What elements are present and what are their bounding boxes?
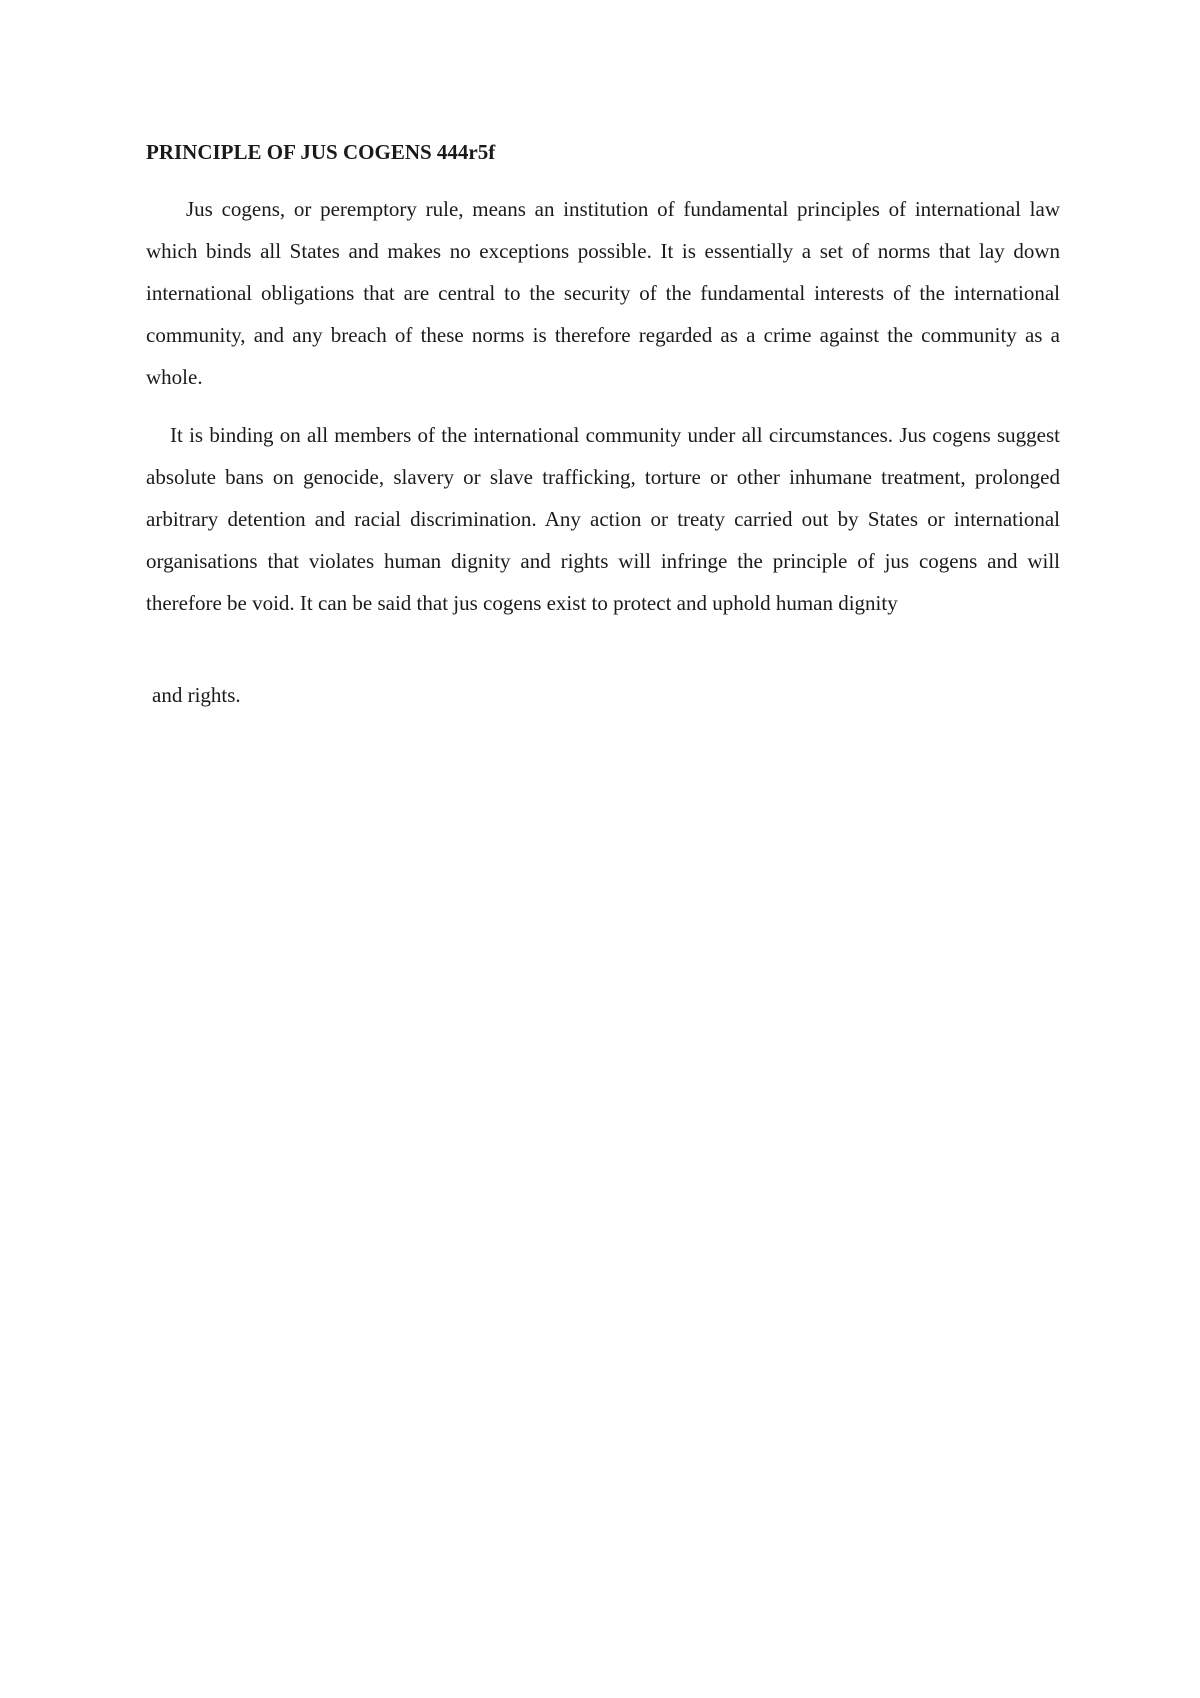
document-body [146, 138, 1060, 716]
paragraph-2: It is binding on all members of the international community under all circumstances. Jus cogens suggest absolute bans on genocide, slavery or slave trafficking, torture or other inhumane treatment, prolonged arbitrary detention and racial discrimination. Any action or treaty carried out by States or international organisations that violates human dignity and rights will infringe the principle of jus cogens and will therefore be void. It can be said that jus cogens exist to protect and uphold human dignity [146, 423, 1060, 615]
paragraph-3: and rights. [152, 683, 241, 707]
document-title: PRINCIPLE OF JUS COGENS 444r5f [146, 140, 496, 164]
paragraph-1: Jus cogens, or peremptory rule, means an institution of fundamental principles of international law which binds all States and makes no exceptions possible. It is essentially a set of norms that lay down international obligations that are central to the security of the fundamental interests of the international community, and any breach of these norms is therefore regarded as a crime against the community as a whole. [146, 197, 1060, 389]
